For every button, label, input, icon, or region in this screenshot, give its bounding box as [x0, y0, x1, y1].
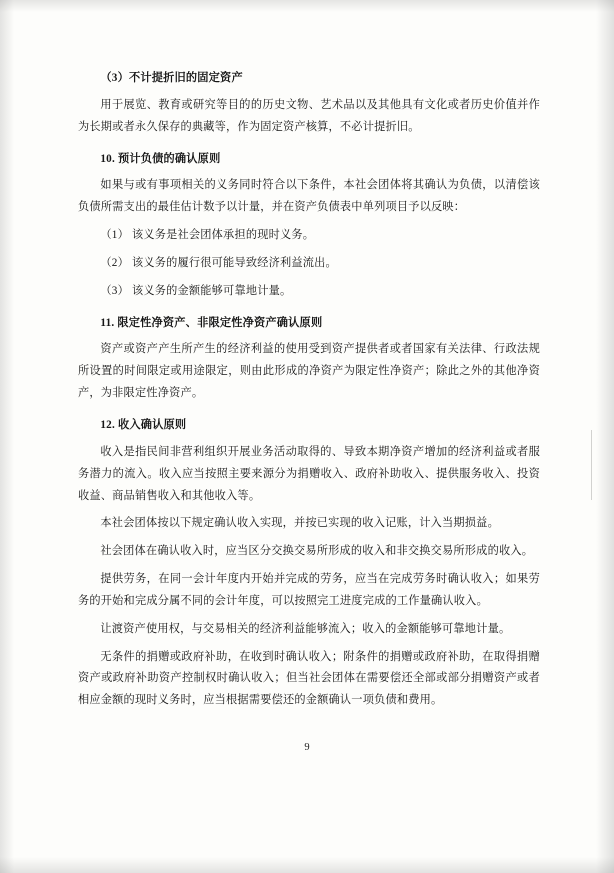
section-heading: 10. 预计负债的确认原则	[100, 152, 221, 165]
body-paragraph: 收入是指民间非营利组织开展业务活动取得的、导致本期净资产增加的经济利益或者服务潜力的流入。收入应当按照主要来源分为捐赠收入、政府补助收入、提供服务收入、投资收益、商品销售收入和其他收入等。	[78, 445, 540, 502]
section-heading: （3）不计提折旧的固定资产	[100, 72, 243, 84]
body-paragraph: 社会团体在确认收入时，应当区分交换交易所形成的收入和非交换交易所形成的收入。	[100, 545, 534, 558]
page-edge-shadow-bottom	[0, 857, 614, 873]
body-paragraph: 资产或资产产生所产生的经济利益的使用受到资产提供者或者国家有关法律、行政法规所设置的时间限定或用途限定，则由此形成的净资产为限定性净资产；除此之外的其他净资产，为非限定性净资产。	[78, 343, 540, 400]
page-edge-shadow-top	[0, 0, 614, 12]
list-item: （3） 该义务的金额能够可靠地计量。	[100, 284, 292, 297]
list-item: （1） 该义务是社会团体承担的现时义务。	[100, 229, 315, 242]
body-paragraph: 本社会团体按以下规定确认收入实现，并按已实现的收入记账，计入当期损益。	[100, 517, 499, 530]
body-paragraph: 提供劳务，在同一会计年度内开始并完成的劳务，应当在完成劳务时确认收入；如果劳务的开始和完成分属不同的会计年度，可以按照完工进度完成的工作量确认收入。	[78, 573, 540, 607]
section-heading: 12. 收入确认原则	[100, 418, 187, 431]
page-number: 9	[304, 742, 310, 753]
section-heading: 11. 限定性净资产、非限定性净资产确认原则	[100, 316, 323, 329]
body-paragraph: 用于展览、教育或研究等目的的历史文物、艺术品以及其他具有文化或者历史价值并作为长期或者永久保存的典藏等，作为固定资产核算，不必计提折旧。	[78, 98, 540, 133]
body-paragraph: 让渡资产使用权，与交易相关的经济利益能够流入；收入的金额能够可靠地计量。	[100, 622, 511, 635]
document-body	[78, 58, 540, 718]
body-paragraph: 无条件的捐赠或政府补助，在收到时确认收入；附条件的捐赠或政府补助，在取得捐赠资产或政府补助资产控制权时确认收入；但当社会团体在需要偿还全部或部分捐赠资产或者相应金额的现时义务时，应当根据需要偿还的金额确认一项负债和费用。	[78, 650, 540, 707]
body-paragraph: 如果与或有事项相关的义务同时符合以下条件，本社会团体将其确认为负债，以清偿该负债所需支出的最佳估计数予以计量，并在资产负债表中单列项目予以反映：	[78, 179, 540, 214]
page-fold-mark	[591, 430, 592, 500]
list-item: （2） 该义务的履行很可能导致经济利益流出。	[100, 256, 337, 269]
